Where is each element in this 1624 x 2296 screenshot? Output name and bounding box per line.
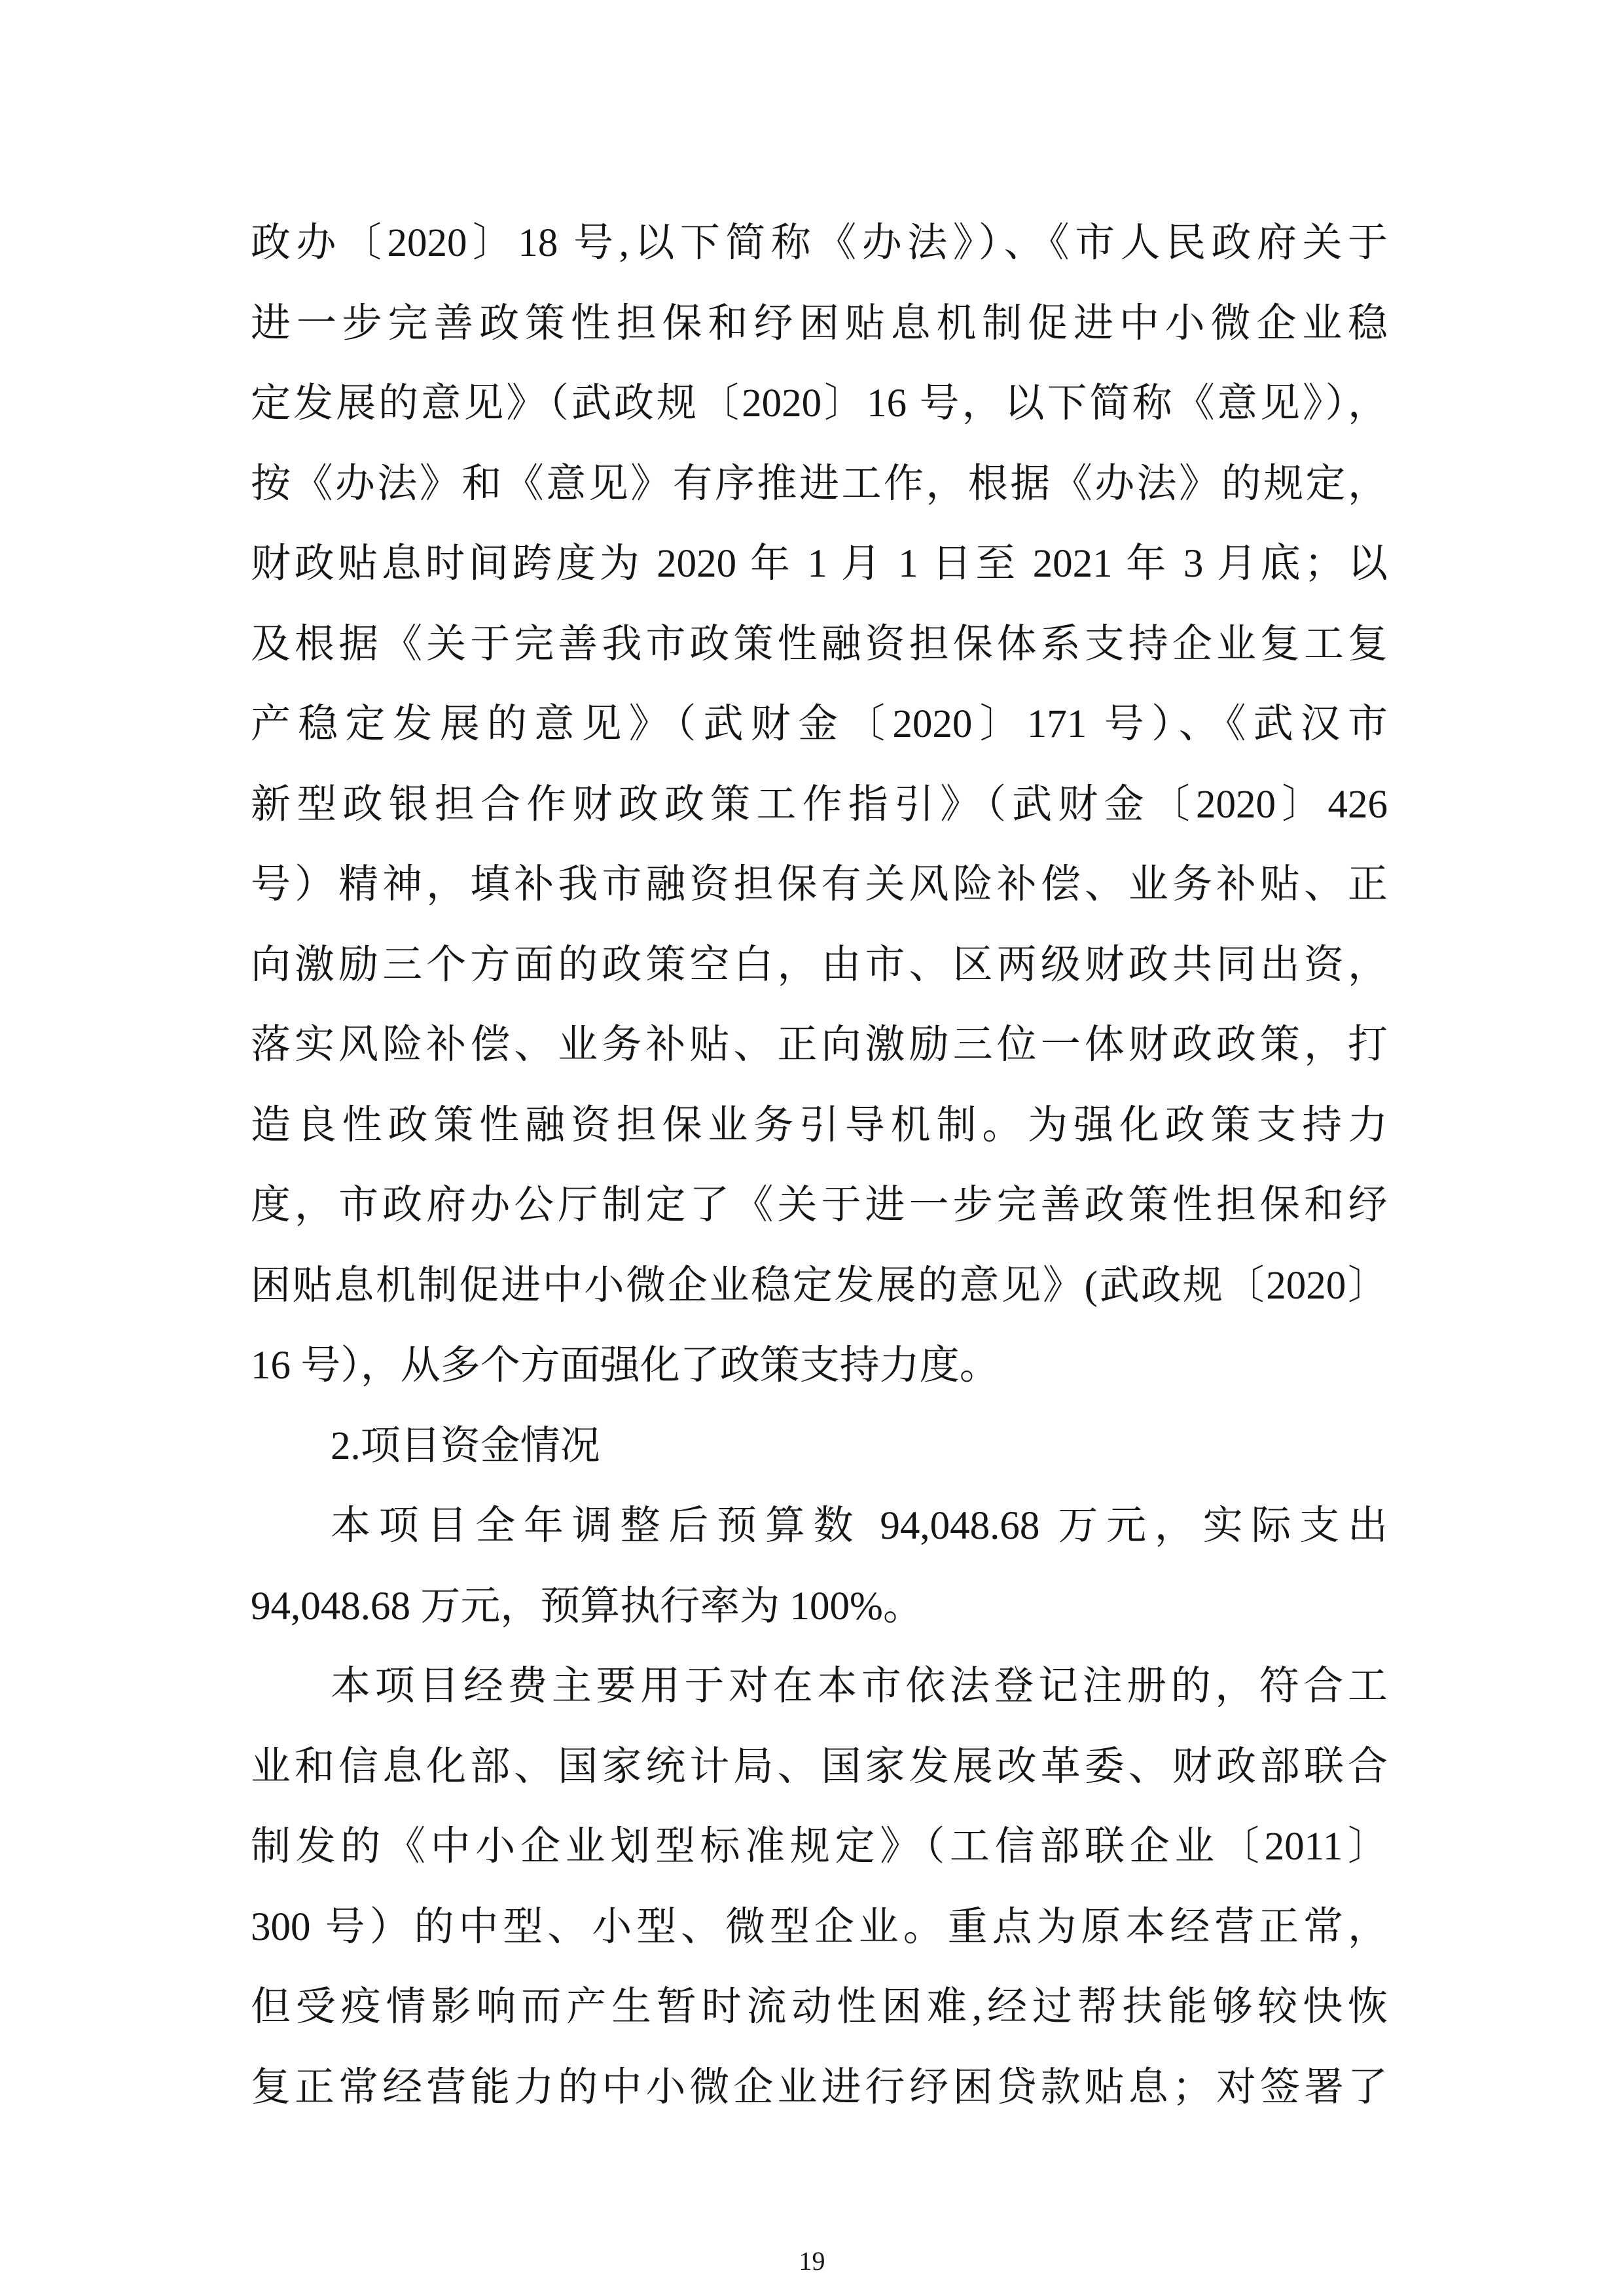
paragraph	[251, 1647, 1388, 2128]
text-line: 困贴息机制促进中小微企业稳定发展的意见》(武政规〔2020〕	[251, 1263, 1388, 1308]
text-line: 本项目经费主要用于对在本市依法登记注册的，符合工	[331, 1664, 1388, 1708]
text-line: 进一步完善政策性担保和纾困贴息机制促进中小微企业稳	[251, 301, 1388, 346]
text-line: 政办〔2020〕18 号,以下简称《办法》）、《市人民政府关于	[251, 221, 1388, 265]
text-line: 300 号）的中型、小型、微型企业。重点为原本经营正常，	[251, 1905, 1388, 1949]
text-line: 定发展的意见》（武政规〔2020〕16 号，以下简称《意见》），	[251, 382, 1388, 425]
paragraph	[251, 204, 1388, 1407]
text-line: 财政贴息时间跨度为 2020 年 1 月 1 日至 2021 年 3 月底；以	[251, 542, 1388, 586]
text-line: 但受疫情影响而产生暂时流动性困难,经过帮扶能够较快恢	[251, 1985, 1388, 2029]
text-line: 造良性政策性融资担保业务引导机制。为强化政策支持力	[251, 1103, 1388, 1147]
body-text	[251, 204, 1388, 2128]
text-line: 向激励三个方面的政策空白，由市、区两级财政共同出资，	[251, 942, 1388, 987]
text-line: 制发的《中小企业划型标准规定》（工信部联企业〔2011〕	[251, 1825, 1388, 1869]
page-number: 19	[799, 2246, 825, 2276]
text-line: 按《办法》和《意见》有序推进工作，根据《办法》的规定，	[251, 461, 1388, 506]
text-line: 及根据《关于完善我市政策性融资担保体系支持企业复工复	[251, 622, 1388, 666]
text-line: 号）精神，填补我市融资担保有关风险补偿、业务补贴、正	[251, 863, 1388, 906]
text-line: 94,048.68 万元，预算执行率为 100%。	[251, 1584, 923, 1628]
section-heading: 2.项目资金情况	[331, 1424, 600, 1468]
text-line: 新型政银担合作财政政策工作指引》（武财金〔2020〕426	[251, 782, 1388, 827]
text-line: 16 号），从多个方面强化了政策支持力度。	[251, 1344, 1000, 1388]
text-line: 度，市政府办公厅制定了《关于进一步完善政策性担保和纾	[251, 1183, 1388, 1227]
text-line: 复正常经营能力的中小微企业进行纾困贷款贴息；对签署了	[251, 2065, 1388, 2109]
text-line: 本项目全年调整后预算数 94,048.68 万元，实际支出	[331, 1504, 1388, 1548]
text-line: 产稳定发展的意见》（武财金〔2020〕171 号）、《武汉市	[251, 702, 1388, 746]
text-line: 业和信息化部、国家统计局、国家发展改革委、财政部联合	[251, 1744, 1388, 1789]
text-line: 落实风险补偿、业务补贴、正向激励三位一体财政政策，打	[251, 1023, 1388, 1067]
paragraph	[251, 1486, 1388, 1647]
